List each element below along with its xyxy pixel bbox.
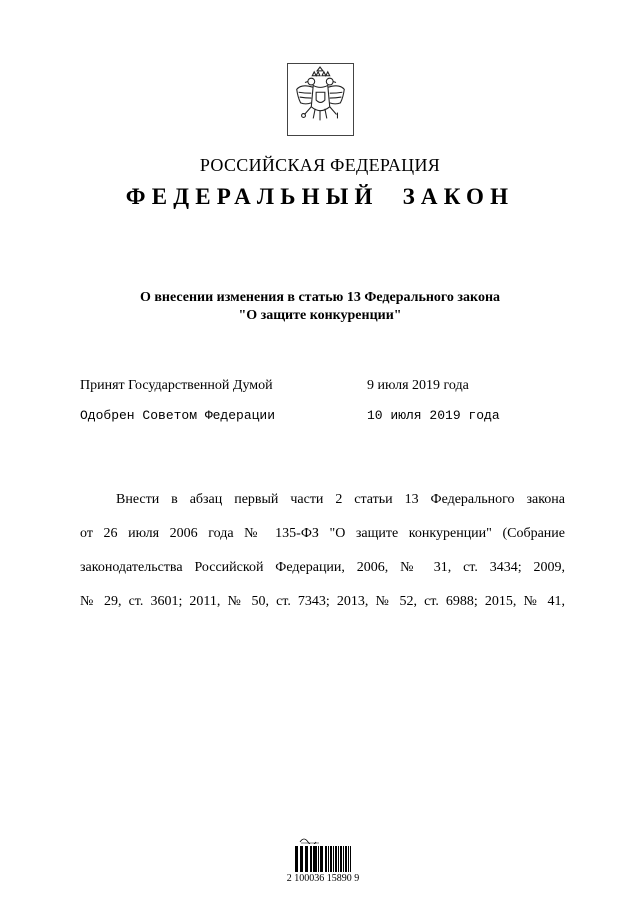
body-line: № 29, ст. 3601; 2011, № 50, ст. 7343; 2013, № 52, ст. 6988; 2015, № 41, xyxy=(80,594,565,609)
barcode-bar xyxy=(302,846,303,872)
barcode-bar xyxy=(297,846,298,872)
body-line: Внести в абзац первый части 2 статьи 13 Федерального закона xyxy=(116,492,565,507)
law-title-line-2: "О защите конкуренции" xyxy=(238,308,402,323)
approval-duma-date: 9 июля 2019 года xyxy=(367,378,469,393)
body-line: законодательства Российской Федерации, 2006, № 31, ст. 3434; 2009, xyxy=(80,560,565,575)
barcode-bars xyxy=(295,846,351,872)
barcode-number: 2 100036 15890 9 xyxy=(286,873,360,884)
barcode-bar xyxy=(331,846,332,872)
barcode-bar xyxy=(350,846,351,872)
body-paragraph xyxy=(80,483,565,619)
document-type: ФЕДЕРАЛЬНЫЙ ЗАКОН xyxy=(125,184,515,209)
law-title xyxy=(0,289,640,325)
barcode-bar xyxy=(307,846,308,872)
barcode-bar xyxy=(318,846,319,872)
barcode-bar xyxy=(326,846,327,872)
approval-duma-label: Принят Государственной Думой xyxy=(80,378,273,393)
body-line: от 26 июля 2006 года № 135-ФЗ "О защите конкуренции" (Собрание xyxy=(80,526,565,541)
country-name: РОССИЙСКАЯ ФЕДЕРАЦИЯ xyxy=(199,155,441,175)
state-emblem xyxy=(287,63,354,136)
law-title-line-1: О внесении изменения в статью 13 Федерального закона xyxy=(139,290,501,305)
approval-council-date: 10 июля 2019 года xyxy=(367,408,500,423)
double-headed-eagle-emblem-icon xyxy=(288,64,353,135)
barcode-bar xyxy=(322,846,323,872)
document-barcode xyxy=(283,836,363,884)
approval-council-label: Одобрен Советом Федерации xyxy=(80,408,276,423)
barcode-stamp-icon xyxy=(299,836,321,846)
